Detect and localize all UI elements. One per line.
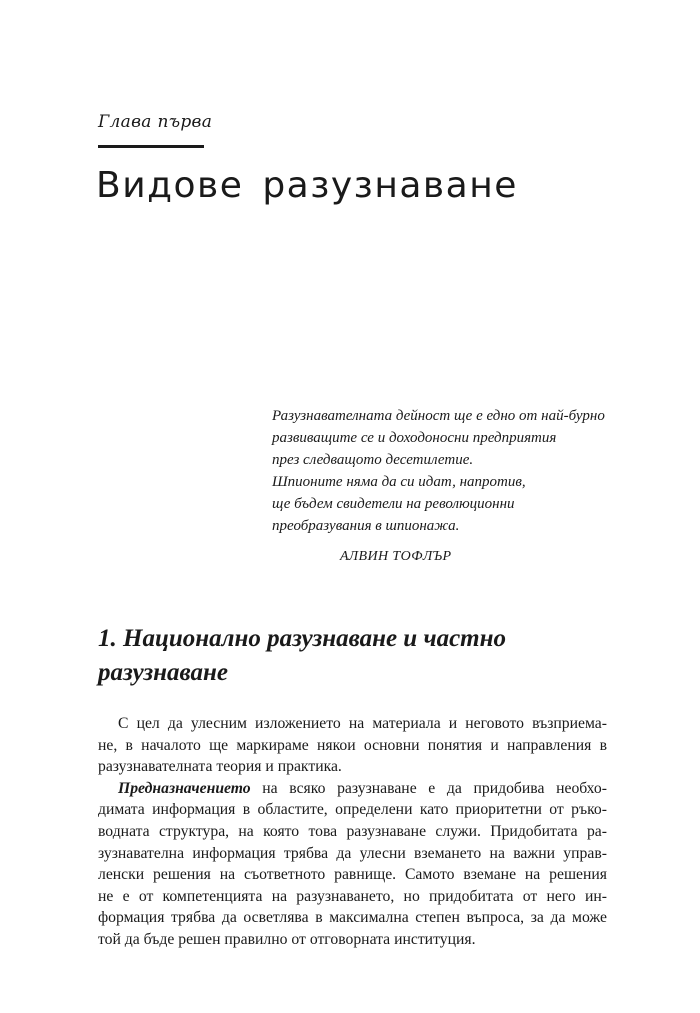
body-line: не е от компетенцията на разузнаването, но придобитата от него ин- <box>98 887 607 905</box>
body-line: ленски решения на съответното равнище. Самото вземане на решения <box>98 866 607 884</box>
chapter-divider <box>98 145 204 148</box>
epigraph <box>272 405 605 537</box>
epigraph-line: през следващото десетилетие. <box>272 452 474 468</box>
body-line <box>98 778 607 800</box>
body-line: формация трябва да осветлява в максимална степен въпроса, за да може <box>98 909 607 927</box>
body-line: зузнавателна информация трябва да улесни вземането на важни управ- <box>98 844 607 862</box>
body-line: не, в началото ще маркираме някои основни понятия и направления в <box>98 736 607 754</box>
section-heading-line: разузнаване <box>98 659 228 686</box>
body-line: димата информация в областите, определени като приоритетни от ръко- <box>98 801 607 819</box>
body-line: разузнавателната теория и практика. <box>98 758 342 776</box>
section-heading-line: 1. Национално разузнаване и частно <box>98 625 506 652</box>
body-text <box>98 713 607 951</box>
epigraph-line: развиващите се и доходоносни предприятия <box>272 430 557 446</box>
epigraph-line: Шпионите няма да си идат, напротив, <box>272 474 526 490</box>
chapter-title: Видове разузнаване <box>96 165 518 206</box>
body-line: С цел да улесним изложението на материала и неговото възприема- <box>118 715 607 732</box>
epigraph-line: Разузнавателната дейност ще е едно от най-бурно <box>272 408 605 424</box>
epigraph-line: ще бъдем свидетели на революционни <box>272 496 515 512</box>
epigraph-line: преобразувания в шпионажа. <box>272 518 460 534</box>
body-line: той да бъде решен правилно от отговорната институция. <box>98 930 476 948</box>
section-heading <box>98 622 618 690</box>
epigraph-author: АЛВИН ТОФЛЪР <box>340 549 452 564</box>
key-term: Предназначението <box>118 779 251 797</box>
body-line: водната структура, на която това разузнаване служи. Придобитата ра- <box>98 822 607 840</box>
body-line-rest: на всяко разузнаване е да придобива необхо- <box>250 779 607 797</box>
chapter-label: Глава първа <box>98 112 213 132</box>
